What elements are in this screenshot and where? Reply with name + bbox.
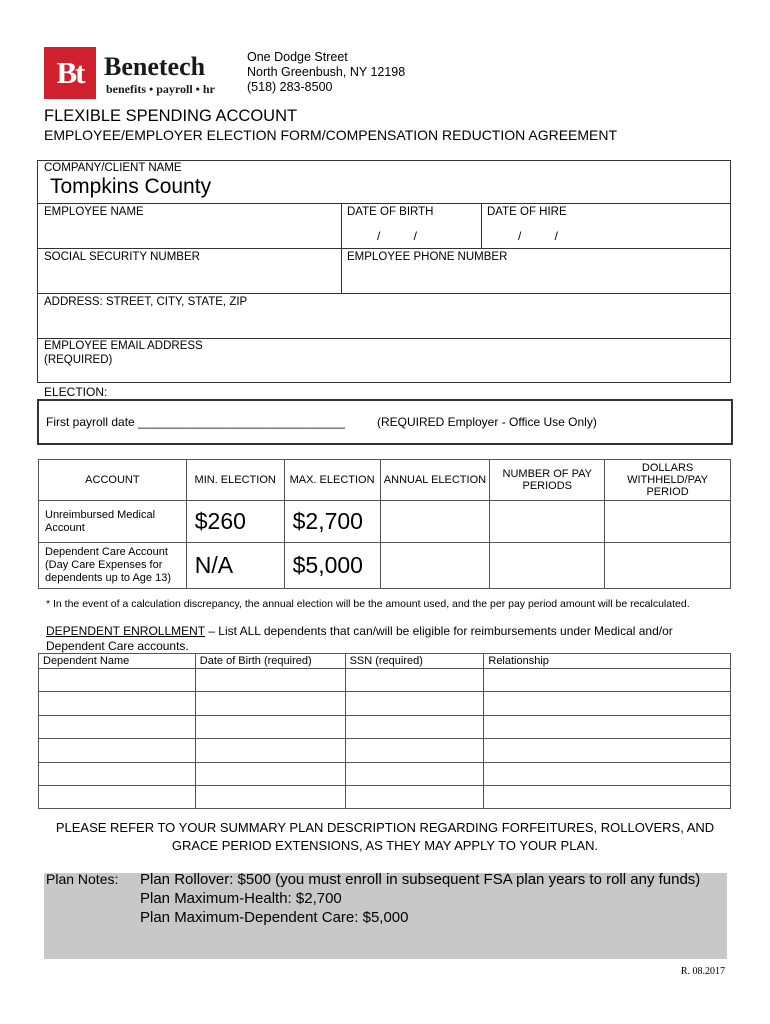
header-annual-election: ANNUAL ELECTION <box>380 460 490 501</box>
email-required-label: (REQUIRED) <box>44 354 113 366</box>
header-dollars-withheld: DOLLARS WITHHELD/PAY PERIOD <box>605 460 731 501</box>
dependent-intro-text: – List ALL dependents that can/will be eligible for reimbursements under Medical and/or <box>204 624 673 638</box>
plan-notes-label: Plan Notes: <box>46 871 119 887</box>
benetech-logo-mark: Bt <box>44 47 96 99</box>
first-payroll-date-field[interactable]: First payroll date _______________________________ <box>46 415 345 429</box>
office-use-note: (REQUIRED Employer - Office Use Only) <box>377 415 597 429</box>
plan-note-health-max: Plan Maximum-Health: $2,700 <box>140 890 342 907</box>
dependent-enrollment-heading: DEPENDENT ENROLLMENT <box>46 624 205 638</box>
dollars-withheld-field[interactable] <box>605 543 731 589</box>
address-line-2: North Greenbush, NY 12198 <box>247 65 406 79</box>
annual-election-field[interactable] <box>380 501 490 543</box>
email-label: EMPLOYEE EMAIL ADDRESS <box>44 340 203 352</box>
doh-label: DATE OF HIRE <box>487 206 567 218</box>
annual-election-field[interactable] <box>380 543 490 589</box>
account-name: Dependent Care Account (Day Care Expenses for dependents up to Age 13) <box>39 543 187 589</box>
benetech-logo-name: Benetech <box>104 52 206 81</box>
form-title: FLEXIBLE SPENDING ACCOUNT <box>44 107 298 125</box>
table-row[interactable] <box>39 763 731 786</box>
company-label: COMPANY/CLIENT NAME <box>44 162 182 174</box>
table-row[interactable] <box>39 716 731 739</box>
address-phone: (518) 283-8500 <box>247 80 333 94</box>
account-table <box>38 459 731 589</box>
plan-note-rollover: Plan Rollover: $500 (you must enroll in subsequent FSA plan years to roll any funds) <box>140 871 701 888</box>
plan-notice-line-2: GRACE PERIOD EXTENSIONS, AS THEY MAY APPLY TO YOUR PLAN. <box>171 838 599 853</box>
pay-periods-field[interactable] <box>490 543 605 589</box>
table-row <box>39 501 731 543</box>
pay-periods-field[interactable] <box>490 501 605 543</box>
min-election: N/A <box>186 543 284 589</box>
company-address <box>247 50 405 95</box>
address-line-1: One Dodge Street <box>247 50 348 64</box>
ssn-label: SOCIAL SECURITY NUMBER <box>44 251 200 263</box>
company-name-field[interactable]: Tompkins County <box>50 175 212 198</box>
header-dependent-name: Dependent Name <box>39 654 196 669</box>
discrepancy-note: * In the event of a calculation discrepancy, the annual election will be the amount used, and the per pay period amount will be recalculated. <box>46 598 690 610</box>
max-election: $5,000 <box>284 543 380 589</box>
header-dependent-relationship: Relationship <box>484 654 731 669</box>
dob-field[interactable]: / / <box>377 229 418 243</box>
header-min-election: MIN. ELECTION <box>186 460 284 501</box>
table-row <box>39 543 731 589</box>
header-account: ACCOUNT <box>39 460 187 501</box>
header-max-election: MAX. ELECTION <box>284 460 380 501</box>
address-label: ADDRESS: STREET, CITY, STATE, ZIP <box>44 296 248 308</box>
revision-label: R. 08.2017 <box>680 966 725 977</box>
account-name: Unreimbursed Medical Account <box>39 501 187 543</box>
header-dependent-dob: Date of Birth (required) <box>195 654 345 669</box>
header-dependent-ssn: SSN (required) <box>345 654 484 669</box>
phone-label: EMPLOYEE PHONE NUMBER <box>347 251 508 263</box>
header-pay-periods: NUMBER OF PAY PERIODS <box>490 460 605 501</box>
doh-field[interactable]: / / <box>518 229 559 243</box>
table-row[interactable] <box>39 739 731 763</box>
min-election: $260 <box>186 501 284 543</box>
dob-label: DATE OF BIRTH <box>347 206 434 218</box>
dependent-intro-line-2: Dependent Care accounts. <box>46 639 189 653</box>
benetech-tagline: benefits • payroll • hr <box>106 82 215 96</box>
max-election: $2,700 <box>284 501 380 543</box>
employee-name-label: EMPLOYEE NAME <box>44 206 144 218</box>
dependent-intro <box>46 624 726 638</box>
table-row[interactable] <box>39 669 731 692</box>
table-row[interactable] <box>39 692 731 716</box>
plan-note-dependent-max: Plan Maximum-Dependent Care: $5,000 <box>140 909 409 926</box>
plan-notice-line-1: PLEASE REFER TO YOUR SUMMARY PLAN DESCRIPTION REGARDING FORFEITURES, ROLLOVERS, AND <box>55 820 715 835</box>
table-row[interactable] <box>39 786 731 809</box>
election-label: ELECTION: <box>44 385 108 399</box>
dependent-table <box>38 653 731 809</box>
form-subtitle: EMPLOYEE/EMPLOYER ELECTION FORM/COMPENSATION REDUCTION AGREEMENT <box>44 127 618 143</box>
dollars-withheld-field[interactable] <box>605 501 731 543</box>
